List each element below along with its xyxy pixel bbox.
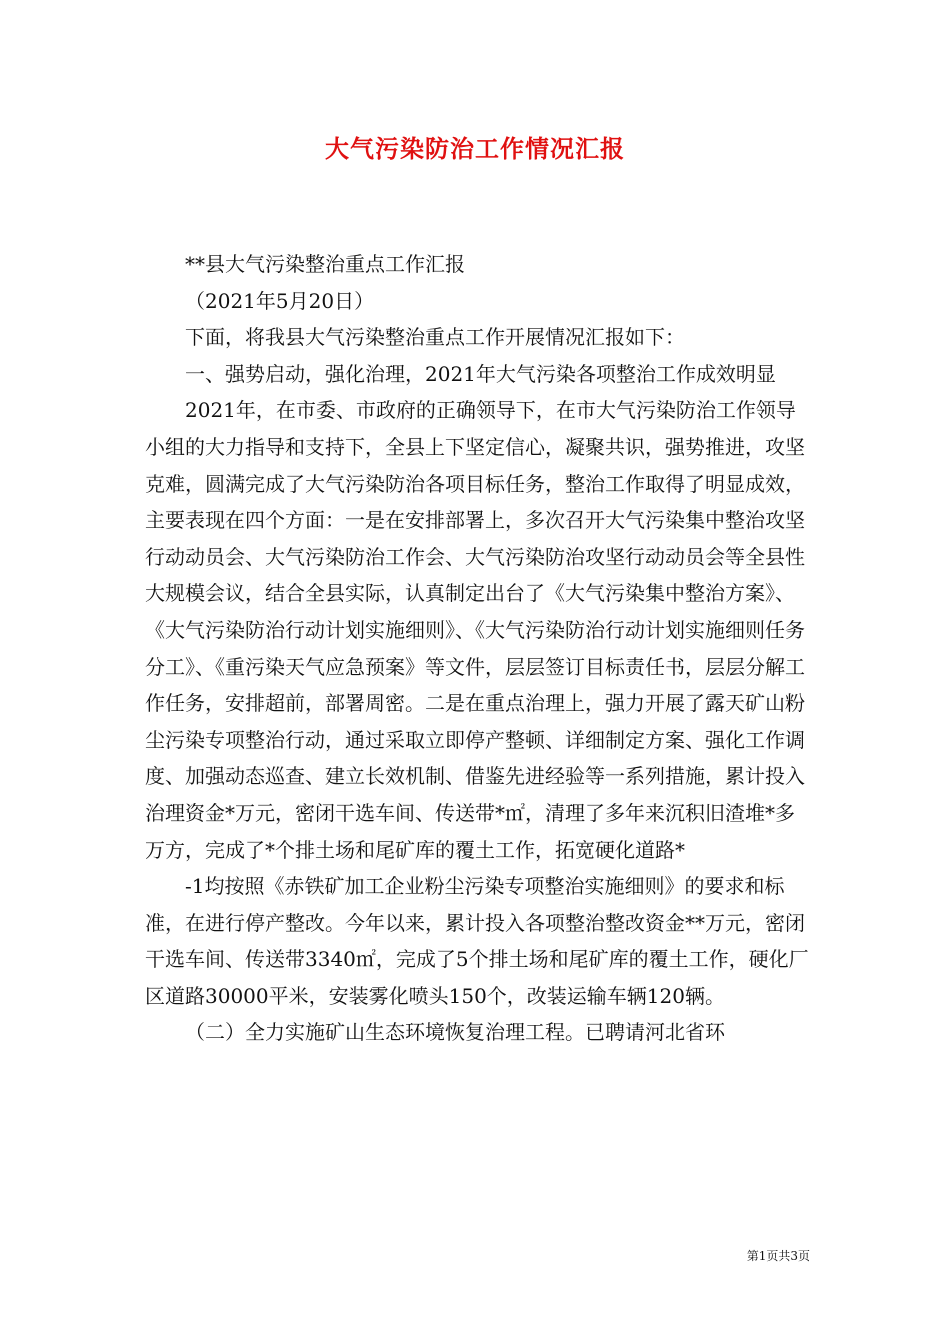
paragraph-details: -1均按照《赤铁矿加工企业粉尘污染专项整治实施细则》的要求和标准，在进行停产整改。今年以来，累计投入各项整治整改资金**万元，密闭干选车间、传送带3340㎡，完成了5个排土场和尾矿库的覆土工作，硬化厂区道路30000平米，安装雾化喷头150个，改装运输车辆120辆。 <box>145 874 809 1008</box>
page-number: 第1页共3页 <box>746 1249 810 1263</box>
paragraph-date: （2021年5月20日） <box>185 288 375 313</box>
document-body <box>145 246 810 1051</box>
paragraph-section-two: （二）全力实施矿山生态环境恢复治理工程。已聘请河北省环 <box>185 1020 725 1045</box>
paragraph-heading: **县大气污染整治重点工作汇报 <box>185 252 465 276</box>
document-title: 大气污染防治工作情况汇报 <box>325 134 625 163</box>
paragraph-main: 2021年，在市委、市政府的正确领导下，在市大气污染防治工作领导小组的大力指导和支持下，全县上下坚定信心，凝聚共识，强势推进，攻坚克难，圆满完成了大气污染防治各项目标任务，整治工作取得了明显成效，主要表现在四个方面：一是在安排部署上，多次召开大气污染集中整治攻坚行动动员会、大气污染防治工作会、大气污染防治攻坚行动动员会等全县性大规模会议，结合全县实际，认真制定出台了《大气污染集中整治方案》、《大气污染防治行动计划实施细则》、《大气污染防治行动计划实施细则任务分工》、《重污染天气应急预案》等文件，层层签订目标责任书，层层分解工作任务，安排超前，部署周密。二是在重点治理上，强力开展了露天矿山粉尘污染专项整治行动，通过采取立即停产整顿、详细制定方案、强化工作调度、加强动态巡查、建立长效机制、借鉴先进经验等一系列措施，累计投入治理资金*万元，密闭干选车间、传送带*㎡，清理了多年来沉积旧渣堆*多万方，完成了*个排土场和尾矿库的覆土工作，拓宽硬化道路* <box>145 398 805 862</box>
paragraph-intro: 下面，将我县大气污染整治重点工作开展情况汇报如下： <box>185 325 685 350</box>
paragraph-section-one: 一、强势启动，强化治理，2021年大气污染各项整治工作成效明显 <box>185 361 776 386</box>
